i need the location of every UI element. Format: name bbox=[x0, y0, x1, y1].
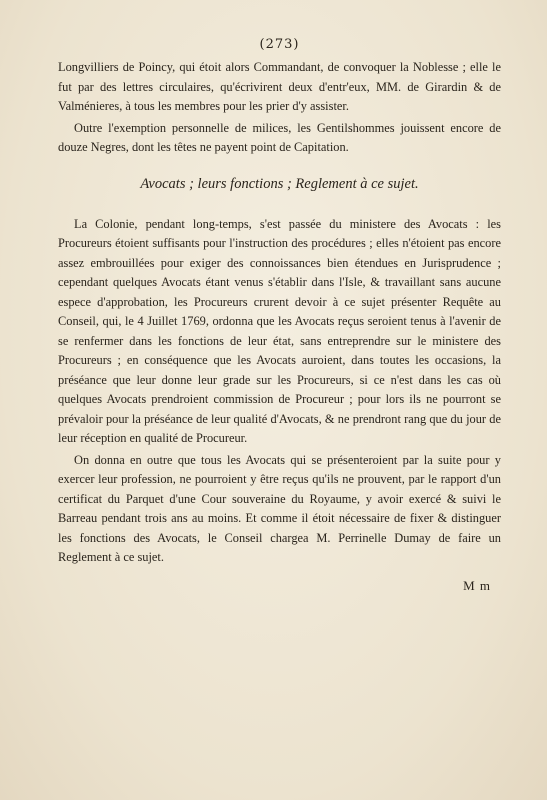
paragraph-gentilshommes: Outre l'exemption personnelle de milices, les Gentilshommes jouissent encore de douze Negres, dont les têtes ne payent point de Capitation. bbox=[58, 120, 501, 154]
paragraph-noblesse: Longvilliers de Poincy, qui étoit alors Commandant, de convoquer la Noblesse ; elle le fut par des lettres circulaires, qu'écrivirent deux d'entr'eux, MM. de Girardin & de Valménieres, à tous les membres pour les prier d'y assister. bbox=[58, 60, 501, 113]
page-number: (273) bbox=[259, 37, 300, 52]
section-heading: Avocats ; leurs fonctions ; Reglement à ce sujet. bbox=[140, 175, 419, 192]
paragraph-avocats: On donna en outre que tous les Avocats qui se présenteroient par la suite pour y exercer leur profession, ne pourroient y être reçus qu'ils ne prouvent, par le rapport d'un certificat du Parquet d'une Cour souveraine du Royaume, y avoir exercé & suivi le Barreau pendant trois ans au moins. Et comme il étoit nécessaire de fixer & distinguer les fonctions des Avocats, le Conseil chargea M. Perrinelle Dumay de faire un Reglement à ce sujet. bbox=[58, 452, 501, 564]
paragraph-colonie: La Colonie, pendant long-temps, s'est passée du ministere des Avocats : les Procureurs étoient suffisants pour l'instruction des procédures ; elles n'étoient pas encore assez embrouillées pour exiger des connoissances bien étendues en Jurisprudence ; cependant quelques Avocats étant venus s'établir dans l'Isle, & travaillant sans aucune espece d'approbation, les Procureurs crurent devoir à ce sujet présenter Requête au Conseil, qui, le 4 Juillet 1769, ordonna que les Avocats reçus seroient tenus à l'avenir de se renfermer dans les fonctions de leur état, sans entreprendre sur le ministere des Procureurs ; en conséquence que les Avocats auroient, dans toutes les occasions, la préséance que leur donne leur grade sur les Procureurs, si ce n'est dans les cas où quelques Avocats prendroient commission de Procureur ; pour lors ils ne pourront se prévaloir pour la préséance de leur qualité d'Avocats, & ne prendront rang que du jour de leur réception en qualité de Procureur. bbox=[58, 216, 501, 445]
signature-mark: M m bbox=[463, 577, 491, 593]
